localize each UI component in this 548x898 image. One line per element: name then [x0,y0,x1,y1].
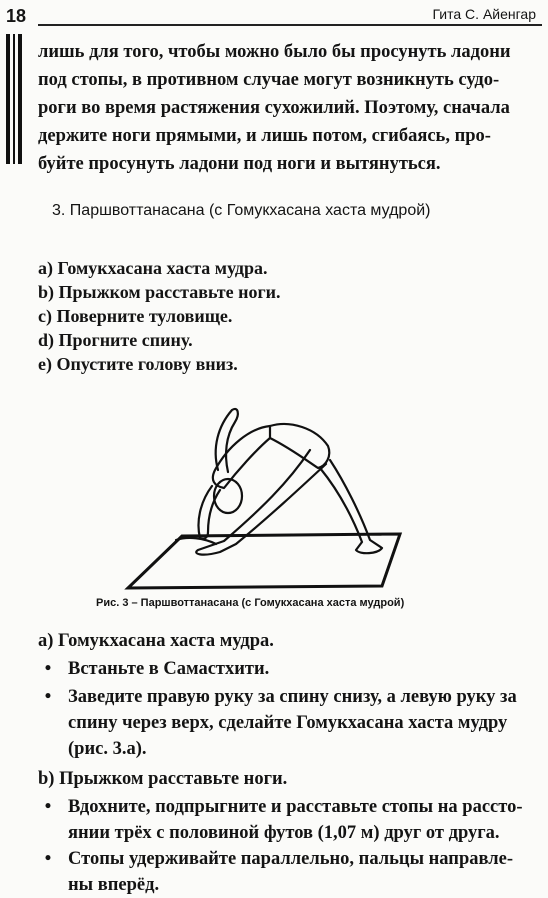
intro-paragraph [38,38,538,178]
bullet-item [38,656,538,682]
figure-caption: Рис. 3 – Паршвоттанасана (с Гомукхасана хаста мудрой) [96,597,405,609]
hand-on-mat [176,538,216,544]
intro-line: под стопы, в противном случае могут возникнуть судо- [38,70,500,90]
intro-line: держите ноги прямыми, и лишь потом, сгибаясь, про- [38,126,491,146]
header-rule [38,24,542,26]
step-item: a) Гомукхасана хаста мудра. [38,258,268,278]
page-number: 18 [6,6,27,26]
bullet-icon: • [44,797,52,817]
intro-line: буйте просунуть ладони под ноги и вытянуться. [38,154,441,174]
bullet-icon: • [44,849,52,869]
section-title: 3. Паршвоттанасана (с Гомукхасана хаста мудрой) [52,202,431,219]
running-head: Гита С. Айенгар [432,6,536,22]
steps-list [38,256,281,376]
pose-illustration [120,398,420,592]
margin-bars [6,34,26,164]
bullet-line: Стопы удерживайте параллельно, пальцы направле- [68,849,514,869]
bullet-line: ны вперёд. [68,875,160,895]
bullet-line: янии трёх с половиной футов (1,07 м) друг от друга. [68,823,500,843]
front-leg [320,460,382,553]
page-header [0,0,548,30]
bullet-line: Вдохните, подпрыгните и расставьте стопы на рассто- [68,797,523,817]
bullet-line: спину через верх, сделайте Гомукхасана хаста мудру [68,713,508,733]
margin-bar [18,34,22,164]
step-item: d) Прогните спину. [38,330,193,350]
hips [270,424,329,468]
step-item: e) Опустите голову вниз. [38,354,238,374]
bullet-line: Встаньте в Самастхити. [68,659,270,679]
intro-line: роги во время растяжения сухожилий. Поэтому, сначала [38,98,510,118]
bullet-item [38,684,538,762]
detail-heading: a) Гомукхасана хаста мудра. [38,631,274,651]
bullet-icon: • [44,687,52,707]
bullet-item [38,794,538,846]
margin-bar [13,34,15,164]
bullet-line: (рис. 3.a). [68,739,147,759]
bullet-icon: • [44,659,52,679]
torso [213,426,270,488]
margin-bar [6,34,10,164]
lower-arm [199,486,221,539]
bullet-line: Заведите правую руку за спину снизу, а левую руку за [68,687,517,707]
bullet-item [38,846,538,898]
step-item: b) Прыжком расставьте ноги. [38,282,281,302]
step-item: c) Поверните туловище. [38,306,233,326]
yoga-mat [128,534,400,588]
detail-heading: b) Прыжком расставьте ноги. [38,769,288,789]
intro-line: лишь для того, чтобы можно было бы просунуть ладони [38,42,511,62]
